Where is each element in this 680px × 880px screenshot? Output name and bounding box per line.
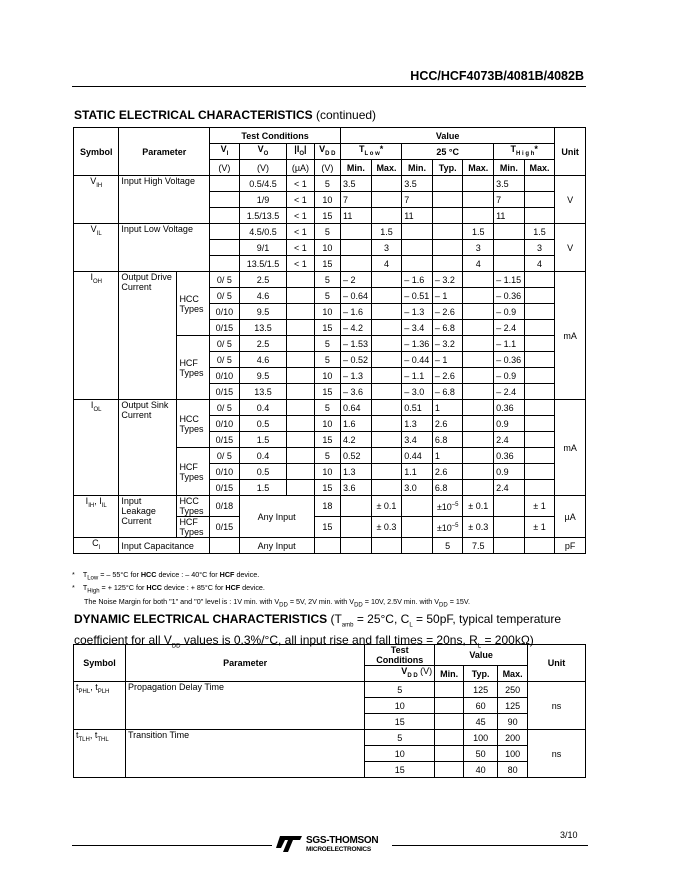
document-header: HCC/HCF4073B/4081B/4082B — [410, 69, 584, 83]
col-vdd: $V_{D D}$ — [314, 144, 340, 160]
footer-rule-right — [392, 845, 588, 846]
dyn-col-parameter: Parameter — [125, 645, 364, 682]
table-row: 0/ 5 4.6 5 – 0.52 – 0.44 – 1 – 0.36 — [74, 352, 586, 368]
symbol-ci: $C_I$ — [74, 538, 119, 554]
table-row: 0/15 13.5 15 – 4.2 – 3.4 – 6.8 – 2.4 — [74, 320, 586, 336]
table-row: HCF Types 0/ 5 0.4 5 0.52 0.44 1 0.36 — [74, 448, 586, 464]
footer-rule-left — [72, 845, 272, 846]
table-row: 0/10 9.5 10 – 1.3 – 1.1 – 2.6 – 0.9 — [74, 368, 586, 384]
table-row: 0/15 1.5 15 3.6 3.0 6.8 2.4 — [74, 480, 586, 496]
table-row: HCF Types 0/15 15 ± 0.3 $\pm 10^{-5}$ ± 0.3 ± 1 — [74, 517, 586, 538]
col-symbol: Symbol — [74, 128, 119, 176]
col-thigh: $T_{H i g h}*$ — [494, 144, 555, 160]
col-25c: 25 °C — [402, 144, 494, 160]
dyn-col-unit: Unit — [528, 645, 586, 682]
table-row: 13.5/1.5 < 1 15 4 4 4 — [74, 256, 586, 272]
st-logo-icon — [276, 834, 304, 854]
symbol-iih-iil: $I_{IH}$, $I_{IL}$ — [74, 496, 119, 538]
symbol-vih: $V_{IH}$ — [74, 176, 119, 224]
table-row: $I_{OH}$ Output Drive Current HCC Types 0/ 5 2.5 5 – 2 – 1.6 – 3.2 – 1.15 mA — [74, 272, 586, 288]
table-row: 0/ 5 4.6 5 – 0.64 – 0.51 – 1 – 0.36 — [74, 288, 586, 304]
col-test-conditions: Test Conditions — [210, 128, 341, 144]
table-row: HCF Types 0/ 5 2.5 5 – 1.53 – 1.36 – 3.2 – 1.1 — [74, 336, 586, 352]
dyn-col-value: Value — [435, 645, 528, 666]
table-row: 1.5/13.5 < 1 15 11 11 11 — [74, 208, 586, 224]
table-row: 0/10 0.5 10 1.3 1.1 2.6 0.9 — [74, 464, 586, 480]
dynamic-characteristics-table: Symbol Parameter Test Conditions Value Unit $V_{D D}$ (V) Min. Typ. Max. $t_{PHL}$, $t_{PLH}$ Propagation Delay Time 5 125 250 ns 10 60 125 15 45 90 $t_{TLH}$, $t_{THL}$ Transition Time 5 100 200 ns 10 50 100 15 40 80 — [73, 644, 586, 778]
dyn-col-test-conditions: Test Conditions — [365, 645, 435, 666]
table-row: $I_{OL}$ Output Sink Current HCC Types 0/ 5 0.4 5 0.64 0.51 1 0.36 mA — [74, 400, 586, 416]
col-vi: $V_I$ — [210, 144, 240, 160]
table-row: 0/15 13.5 15 – 3.6 – 3.0 – 6.8 – 2.4 — [74, 384, 586, 400]
col-io: $|I_O|$ — [287, 144, 314, 160]
symbol-ioh: $I_{OH}$ — [74, 272, 119, 400]
table-row: 15 40 80 — [74, 762, 586, 778]
page-number: 3/10 — [560, 830, 578, 840]
table-row: $t_{PHL}$, $t_{PLH}$ Propagation Delay Time 5 125 250 ns — [74, 682, 586, 698]
dyn-col-symbol: Symbol — [74, 645, 126, 682]
table-row: 1/9 < 1 10 7 7 7 — [74, 192, 586, 208]
col-tlow: $T_{L o w}*$ — [341, 144, 402, 160]
table-row: 10 60 125 — [74, 698, 586, 714]
symbol-tphl: $t_{PHL}$, $t_{PLH}$ — [74, 682, 126, 730]
dynamic-section-title: DYNAMIC ELECTRICAL CHARACTERISTICS ($T_{amb} = 25^\circ C$, $C_L = 50pF$, typical temperature coefficient for all $V_{DD}$ values is 0.3%/°C, all input rise and fall times = 20ns, $R_L = 200k\Omega$) — [74, 612, 562, 650]
col-unit: Unit — [555, 128, 586, 176]
table-row: $I_{IH}$, $I_{IL}$ Input Leakage Current HCC Types 0/18 Any Input 18 ± 0.1 $\pm 10^{-5}$ ± 0.1 ± 1 µA — [74, 496, 586, 517]
col-vo: $V_O$ — [239, 144, 287, 160]
table-row: $V_{IL}$ Input Low Voltage 4.5/0.5 < 1 5 1.5 1.5 1.5 V — [74, 224, 586, 240]
table-row: $V_{IH}$ Input High Voltage 0.5/4.5 < 1 5 3.5 3.5 3.5 V — [74, 176, 586, 192]
symbol-vil: $V_{IL}$ — [74, 224, 119, 272]
table-row: $C_I$ Input Capacitance Any Input 5 7.5 pF — [74, 538, 586, 554]
symbol-ttlh: $t_{TLH}$, $t_{THL}$ — [74, 730, 126, 778]
footnotes: * $T_{Low}$ = – 55°C for HCC device : – 40°C for HCF device. * $T_{High}$ = + 125°C for HCC device : + 85°C for HCF device. The Noise Margin for both "1" and "0" level is : 1V min. with $V_{DD} = 5V$, 2V min. with $V_{DD} = 10V$, 2.5V min. with $V_{DD} = 15V$. — [72, 570, 471, 609]
table-row: 10 50 100 — [74, 746, 586, 762]
sgs-thomson-logo: SGS-THOMSON MICROELECTRONICS — [276, 834, 406, 856]
table-row: 0/15 1.5 15 4.2 3.4 6.8 2.4 — [74, 432, 586, 448]
table-row: 0/10 9.5 10 – 1.6 – 1.3 – 2.6 – 0.9 — [74, 304, 586, 320]
header-rule — [72, 86, 586, 87]
symbol-iol: $I_{OL}$ — [74, 400, 119, 496]
table-row: 9/1 < 1 10 3 3 3 — [74, 240, 586, 256]
col-value: Value — [341, 128, 555, 144]
table-row: 15 45 90 — [74, 714, 586, 730]
table-row: $t_{TLH}$, $t_{THL}$ Transition Time 5 100 200 ns — [74, 730, 586, 746]
static-section-title: STATIC ELECTRICAL CHARACTERISTICS (continued) — [74, 108, 377, 122]
table-row: 0/10 0.5 10 1.6 1.3 2.6 0.9 — [74, 416, 586, 432]
static-characteristics-table: Symbol Parameter Test Conditions Value Unit $V_I$ $V_O$ $|I_O|$ $V_{D D}$ $T_{L o w}*$ 25 °C $T_{H i g h}*$ (V) (V) (µA) (V) Min. Max. Min. Typ. Max. Min. Max. $V_{IH}$ Input High Voltage 0.5/4.5 < 1 5 3.5 3.5 3.5 V 1/9 < 1 10 7 7 7 1.5/13.5 < 1 15 11 11 11 $V_{IL}$ Input Low Voltage 4.5/0.5 < 1 5 1.5 1.5 1.5 V 9/1 < 1 10 3 3 3 13.5/1.5 < 1 15 4 4 4 $I_{OH}$ Output Drive Current HCC Types 0/ 5 2.5 5 – 2 – 1.6 – 3.2 – 1.15 mA 0/ 5 4.6 5 – 0.64 – 0.51 – 1 – 0.36 0/10 9.5 10 – 1.6 – 1.3 – 2.6 – 0.9 0/15 13.5 15 – 4.2 – 3.4 – 6.8 – 2.4 HCF Types 0/ 5 2.5 5 – 1.53 – 1.36 – 3.2 – 1.1 0/ 5 4.6 5 – 0.52 – 0.44 – 1 – 0.36 0/10 9.5 10 – 1.3 – 1.1 – 2.6 – 0.9 0/15 13.5 15 – 3.6 – 3.0 – 6.8 – 2.4 $I_{OL}$ Output Sink Current HCC Types 0/ 5 0.4 5 0.64 0.51 1 0.36 mA 0/10 0.5 10 1.6 1.3 2.6 0.9 0/15 1.5 15 4.2 3.4 6.8 2.4 HCF Types 0/ 5 0.4 5 0.52 0.44 1 0.36 0/10 0.5 10 1.3 1.1 2.6 0.9 0/15 1.5 15 3.6 3.0 6.8 2.4 $I_{IH}$, $I_{IL}$ Input Leakage Current HCC Types 0/18 Any Input 18 ± 0.1 $\pm 10^{-5}$ ± 0.1 ± 1 µA HCF Types 0/15 15 ± 0.3 $\pm 10^{-5}$ ± 0.3 ± 1 $C_I$ Input Capacitance Any Input 5 7.5 pF — [73, 127, 586, 554]
col-parameter: Parameter — [119, 128, 210, 176]
